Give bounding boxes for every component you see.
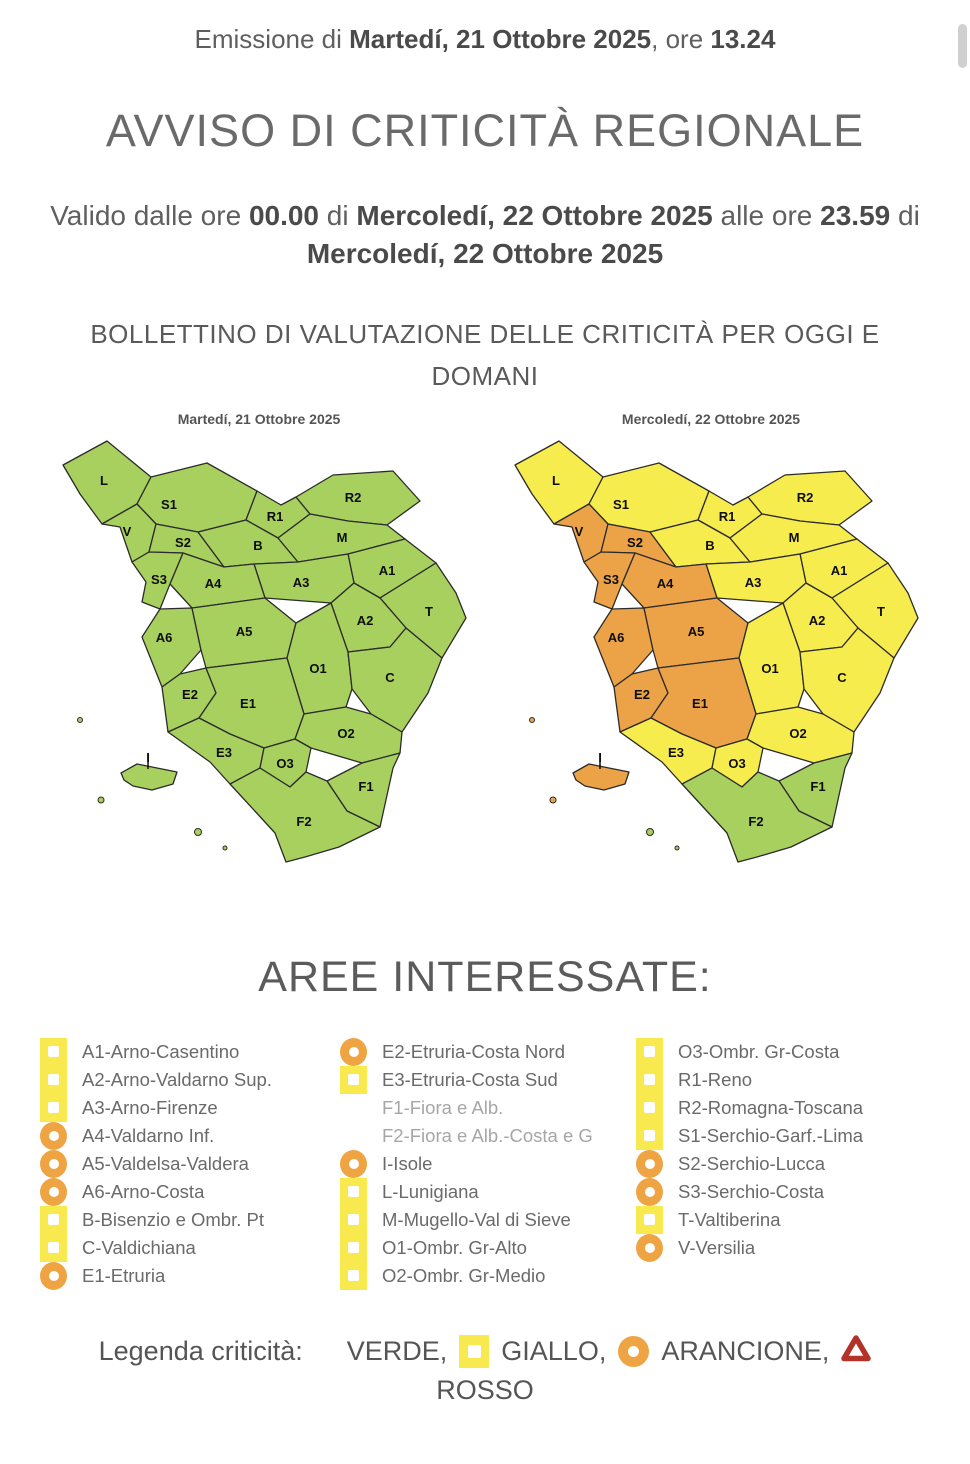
areas-heading: AREE INTERESSATE:	[258, 953, 712, 1001]
zone-S3-label: S3	[603, 572, 619, 587]
area-list-item	[340, 1038, 636, 1066]
area-label: T-Valtiberina	[678, 1208, 781, 1230]
zone-C-label: C	[837, 670, 847, 685]
validity-di2: di	[890, 200, 920, 231]
validity-di1: di	[319, 200, 357, 231]
no-icon	[340, 1122, 367, 1150]
map-tomorrow	[501, 411, 921, 901]
zone-L-label: L	[100, 473, 108, 488]
area-list-item	[636, 1066, 946, 1094]
zone-S3-label: S3	[151, 572, 167, 587]
yellow-square-icon	[40, 1094, 67, 1122]
areas-column-1	[40, 1038, 340, 1290]
zone-R1-label: R1	[266, 509, 284, 524]
validity-mid: alle ore	[712, 200, 821, 231]
red-triangle-icon	[841, 1334, 871, 1369]
islet-dot	[675, 846, 679, 850]
areas-list	[40, 1038, 970, 1290]
emission-date: Martedí, 21 Ottobre 2025	[349, 24, 652, 54]
areas-column-2	[340, 1038, 636, 1290]
area-label: S2-Serchio-Lucca	[678, 1152, 826, 1174]
validity-pre: Valido dalle ore	[50, 200, 249, 231]
yellow-square-icon	[636, 1206, 663, 1234]
legend-giallo-label: GIALLO,	[501, 1335, 607, 1366]
legend	[0, 1334, 970, 1369]
area-list-item	[636, 1038, 946, 1066]
area-list-item	[636, 1122, 946, 1150]
area-list-item	[340, 1234, 636, 1262]
area-list-item	[340, 1206, 636, 1234]
area-list-item	[636, 1150, 946, 1178]
area-label: A1-Arno-Casentino	[82, 1040, 240, 1062]
validity-start-time: 00.00	[248, 200, 320, 231]
zone-R2-label: R2	[796, 490, 814, 505]
zone-F1-label: F1	[810, 779, 826, 794]
area-list-item	[636, 1094, 946, 1122]
zone-R1-label: R1	[718, 509, 736, 524]
area-label: E1-Etruria	[82, 1264, 166, 1286]
area-label: A4-Valdarno Inf.	[82, 1124, 215, 1146]
zone-I	[573, 764, 629, 790]
zone-L-label: L	[552, 473, 560, 488]
emission-time: 13.24	[710, 24, 776, 54]
zone-R2-label: R2	[344, 490, 362, 505]
area-list-item	[40, 1094, 340, 1122]
areas-column-3	[636, 1038, 946, 1290]
zone-O2-label: O2	[789, 726, 807, 741]
yellow-square-icon	[340, 1178, 367, 1206]
area-label: E2-Etruria-Costa Nord	[382, 1040, 566, 1062]
area-label: A5-Valdelsa-Valdera	[82, 1152, 249, 1174]
area-list-item	[636, 1178, 946, 1206]
tuscany-map-svg	[501, 431, 921, 901]
islet-dot	[195, 829, 202, 836]
area-label: L-Lunigiana	[382, 1180, 479, 1202]
yellow-square-icon	[340, 1066, 367, 1094]
zone-S1-label: S1	[161, 497, 177, 512]
map-tomorrow-title: Mercoledí, 22 Ottobre 2025	[621, 411, 801, 427]
area-list-item	[340, 1122, 636, 1150]
zone-A6-label: A6	[607, 630, 625, 645]
yellow-square-icon	[340, 1234, 367, 1262]
zone-A4-label: A4	[656, 576, 674, 591]
zone-O1-label: O1	[761, 661, 779, 676]
validity-end-time: 23.59	[820, 200, 891, 231]
legend-arancione-label: ARANCIONE,	[661, 1335, 830, 1366]
zone-A3-label: A3	[292, 575, 310, 590]
yellow-square-icon	[636, 1038, 663, 1066]
area-label: V-Versilia	[678, 1236, 756, 1258]
zone-A2-label: A2	[808, 613, 826, 628]
zone-S1-label: S1	[613, 497, 629, 512]
zone-B-label: B	[705, 538, 715, 553]
orange-circle-icon	[340, 1150, 367, 1178]
zone-S2-label: S2	[175, 535, 191, 550]
yellow-square-icon	[459, 1335, 489, 1368]
zone-V-label: V	[574, 524, 584, 539]
zone-O2-label: O2	[337, 726, 355, 741]
zone-E3-label: E3	[668, 745, 684, 760]
orange-circle-icon	[618, 1336, 649, 1367]
area-list-item	[40, 1234, 340, 1262]
bulletin-heading: BOLLETTINO DI VALUTAZIONE DELLE CRITICITÀ PER OGGI E DOMANI	[90, 319, 880, 391]
zone-A5-label: A5	[687, 624, 705, 639]
zone-A3-label: A3	[744, 575, 762, 590]
area-list-item	[40, 1206, 340, 1234]
islet-dot	[78, 718, 83, 723]
zone-O3-label: O3	[276, 756, 294, 771]
validity-line	[0, 197, 970, 273]
legend-verde-label: VERDE,	[346, 1335, 448, 1366]
area-label: A3-Arno-Firenze	[82, 1096, 218, 1118]
zone-I-label: I	[146, 750, 150, 765]
yellow-square-icon	[636, 1066, 663, 1094]
area-label: C-Valdichiana	[82, 1236, 196, 1258]
area-list-item	[340, 1262, 636, 1290]
area-label: E3-Etruria-Costa Sud	[382, 1068, 558, 1090]
area-label: F2-Fiora e Alb.-Costa e G	[382, 1124, 593, 1146]
islet-dot	[647, 829, 654, 836]
yellow-square-icon	[340, 1206, 367, 1234]
area-list-item	[40, 1066, 340, 1094]
zone-A5-label: A5	[235, 624, 253, 639]
page-title: AVVISO DI CRITICITÀ REGIONALE	[105, 105, 865, 156]
area-list-item	[340, 1066, 636, 1094]
zone-F2-label: F2	[748, 814, 764, 829]
scrollbar-thumb[interactable]	[958, 24, 967, 68]
zone-E2-label: E2	[634, 687, 650, 702]
area-list-item	[636, 1234, 946, 1262]
area-label: I-Isole	[382, 1152, 433, 1174]
orange-circle-icon	[40, 1262, 67, 1290]
zone-A1-label: A1	[830, 563, 848, 578]
zone-O1-label: O1	[309, 661, 327, 676]
zone-A1-label: A1	[378, 563, 396, 578]
islet-dot	[530, 718, 535, 723]
validity-start-date: Mercoledí, 22 Ottobre 2025	[356, 200, 713, 231]
map-today	[49, 411, 469, 901]
zone-T-label: T	[425, 604, 433, 619]
map-today-title: Martedí, 21 Ottobre 2025	[177, 411, 341, 427]
area-list-item	[40, 1038, 340, 1066]
area-list-item	[40, 1150, 340, 1178]
area-list-item	[40, 1178, 340, 1206]
orange-circle-icon	[40, 1150, 67, 1178]
area-list-item	[340, 1094, 636, 1122]
yellow-square-icon	[636, 1122, 663, 1150]
zone-O3-label: O3	[728, 756, 746, 771]
area-list-item	[40, 1262, 340, 1290]
orange-circle-icon	[636, 1150, 663, 1178]
zone-A6-label: A6	[155, 630, 173, 645]
area-label: F1-Fiora e Alb.	[382, 1096, 504, 1118]
area-list-item	[636, 1206, 946, 1234]
emission-separator: , ore	[651, 24, 711, 54]
map-today-canvas	[49, 431, 469, 901]
islet-dot	[550, 797, 556, 803]
area-label: A2-Arno-Valdarno Sup.	[82, 1068, 272, 1090]
zone-V-label: V	[122, 524, 132, 539]
zone-M-label: M	[788, 530, 800, 545]
yellow-square-icon	[40, 1234, 67, 1262]
yellow-square-icon	[40, 1066, 67, 1094]
yellow-square-icon	[40, 1038, 67, 1066]
zone-F1-label: F1	[358, 779, 374, 794]
zone-M-label: M	[336, 530, 348, 545]
zone-E2-label: E2	[182, 687, 198, 702]
zone-S2-label: S2	[627, 535, 643, 550]
orange-circle-icon	[636, 1178, 663, 1206]
orange-circle-icon	[40, 1178, 67, 1206]
zone-E1-label: E1	[692, 696, 708, 711]
validity-end-date: Mercoledí, 22 Ottobre 2025	[306, 238, 664, 269]
area-list-item	[340, 1178, 636, 1206]
area-label: A6-Arno-Costa	[82, 1180, 205, 1202]
islet-dot	[223, 846, 227, 850]
legend-rosso-label: ROSSO	[436, 1374, 534, 1405]
area-label: R2-Romagna-Toscana	[678, 1096, 864, 1118]
zone-T-label: T	[877, 604, 885, 619]
area-list-item	[40, 1122, 340, 1150]
zone-A4-label: A4	[204, 576, 222, 591]
orange-circle-icon	[340, 1038, 367, 1066]
yellow-square-icon	[40, 1206, 67, 1234]
emission-line	[0, 24, 970, 55]
yellow-square-icon	[636, 1094, 663, 1122]
area-label: O2-Ombr. Gr-Medio	[382, 1264, 546, 1286]
legend-label: Legenda criticità:	[98, 1335, 303, 1366]
area-list-item	[340, 1150, 636, 1178]
zone-C-label: C	[385, 670, 395, 685]
tuscany-map-svg	[49, 431, 469, 901]
emission-prefix: Emissione di	[194, 24, 350, 54]
yellow-square-icon	[340, 1262, 367, 1290]
area-label: M-Mugello-Val di Sieve	[382, 1208, 571, 1230]
islet-dot	[98, 797, 104, 803]
area-label: B-Bisenzio e Ombr. Pt	[82, 1208, 264, 1230]
zone-B-label: B	[253, 538, 263, 553]
orange-circle-icon	[636, 1234, 663, 1262]
area-label: S1-Serchio-Garf.-Lima	[678, 1124, 864, 1146]
orange-circle-icon	[40, 1122, 67, 1150]
zone-A2-label: A2	[356, 613, 374, 628]
zone-I	[121, 764, 177, 790]
area-label: O3-Ombr. Gr-Costa	[678, 1040, 840, 1062]
area-label: O1-Ombr. Gr-Alto	[382, 1236, 527, 1258]
zone-I-label: I	[598, 750, 602, 765]
area-label: R1-Reno	[678, 1068, 753, 1090]
map-tomorrow-canvas	[501, 431, 921, 901]
zone-F2-label: F2	[296, 814, 312, 829]
zone-E3-label: E3	[216, 745, 232, 760]
no-icon	[340, 1094, 367, 1122]
zone-E1-label: E1	[240, 696, 256, 711]
area-label: S3-Serchio-Costa	[678, 1180, 825, 1202]
maps-row	[0, 411, 970, 901]
